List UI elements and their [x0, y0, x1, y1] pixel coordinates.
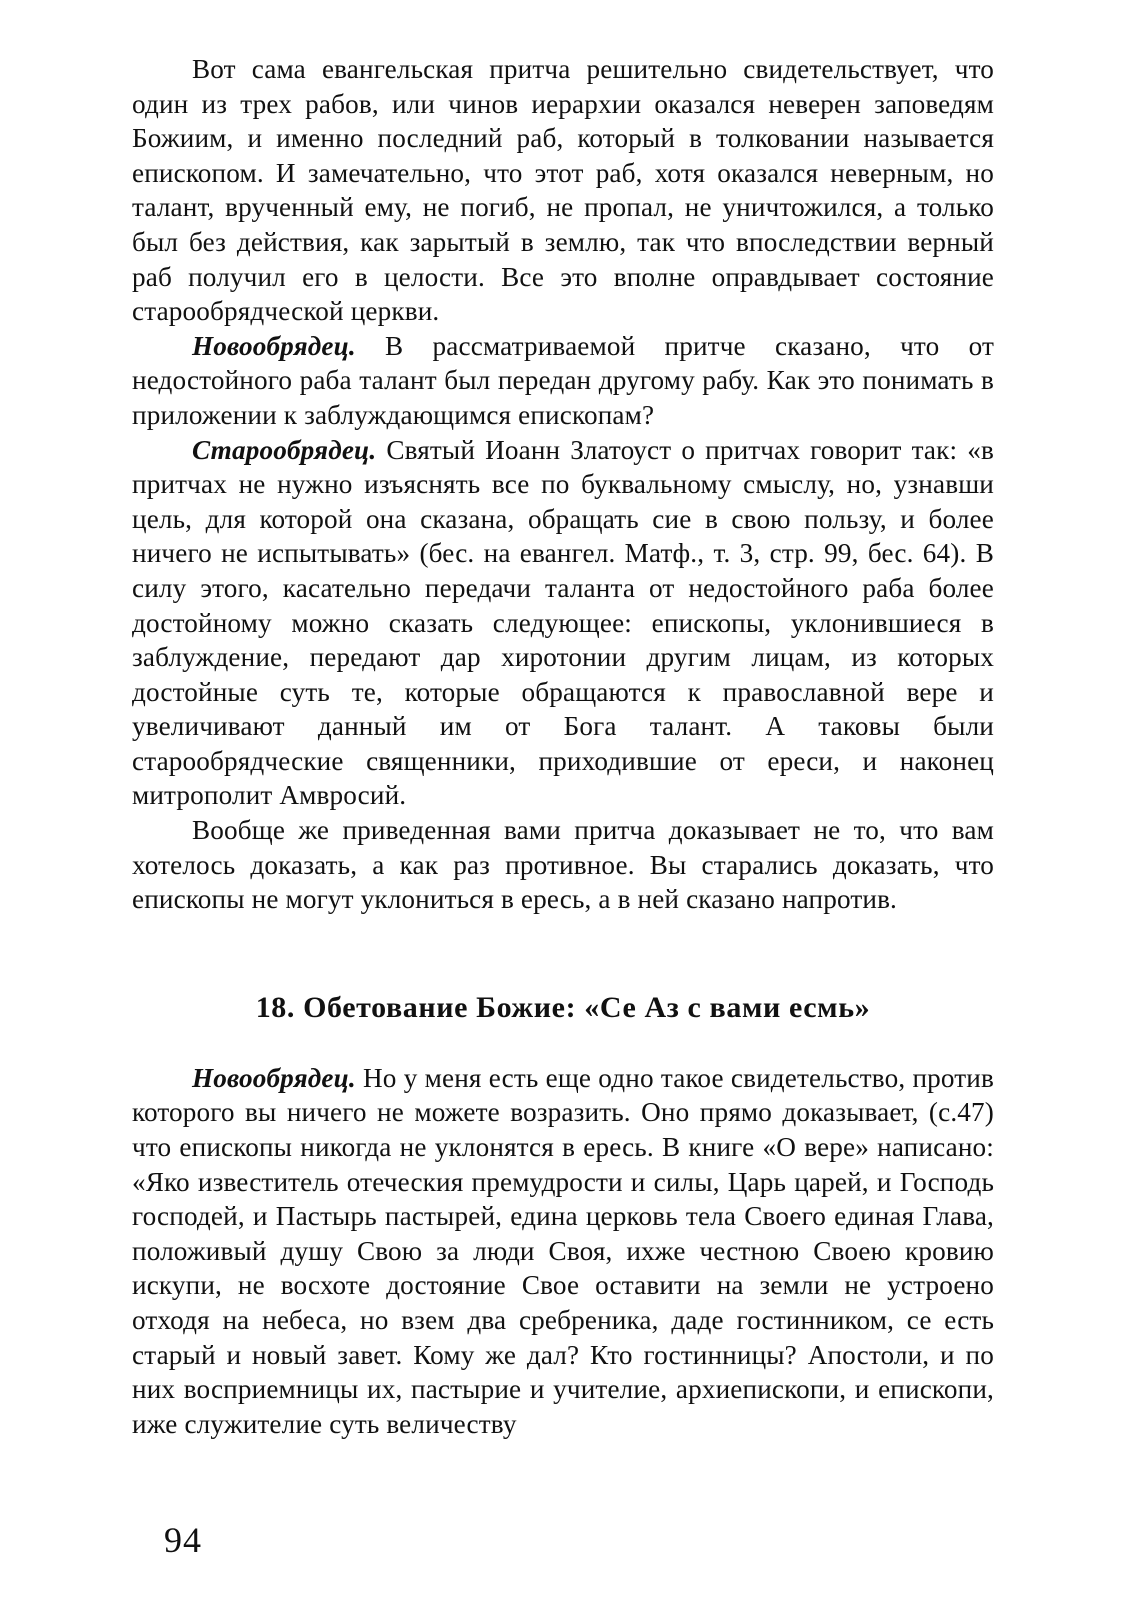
- paragraph-text: Святый Иоанн Златоуст о притчах говорит так: «в притчах не нужно изъяснять все по буквальному смыслу, но, узнавши цель, для которой она сказана, обращать сие в свою пользу, и более ничего не испытывать» (бес. на евангел. Матф., т. 3, стр. 99, бес. 64). В силу этого, касательно передачи таланта от недостойного раба более достойному можно сказать следующее: епископы, уклонившиеся в заблуждение, передают дар хиротонии другим лицам, из которых достойные суть те, которые обращаются к православной вере и увеличивают данный им от Бога талант. А таковы были старообрядческие священники, приходившие от ереси, и наконец митрополит Амвросий.: [132, 434, 994, 811]
- section-spacer: [132, 917, 994, 991]
- speaker-label-new-rite: Новообрядец.: [192, 330, 356, 361]
- paragraph-text: Вообще же приведенная вами притча доказывает не то, что вам хотелось доказать, а как раз противное. Вы старались доказать, что епископы не могут уклониться в ересь, а в ней сказано напротив.: [132, 815, 994, 915]
- paragraph-text: Но у меня есть еще одно такое свидетельство, против которого вы ничего не можете возразить. Оно прямо доказывает, (с.47) что епископы никогда не уклонятся в ересь. В книге «О вере» написано: «Яко известитель отеческия премудрости и силы, Царь царей, и Господь господей, и Пастырь пастырей, едина церковь тела Своего единая Глава, положивый душу Свою за люди Своя, ихже честною Своею кровию искупи, не восхоте достояние Свое оставити на земли не устроено отходя на небеса, но взем два сребреника, даде гостинником, се есть старый и новый завет. Кому же дал? Кто гостинницы? Апостоли, и по них восприемницы их, пастырие и учителие, архиепископи, и епископи, иже служителие суть величеству: [132, 1062, 994, 1439]
- paragraph-new-rite-question: [132, 329, 994, 433]
- speaker-label-new-rite: Новообрядец.: [192, 1062, 356, 1093]
- speaker-label-old-rite: Старообрядец.: [192, 434, 377, 465]
- paragraph-conclusion: [132, 813, 994, 917]
- paragraph-text: В рассматриваемой притче сказано, что от недостойного раба талант был передан другому рабу. Как это понимать в приложении к заблуждающимся епископам?: [132, 330, 994, 430]
- paragraph-parable-testimony: [132, 52, 994, 329]
- paragraph-new-rite-testimony: [132, 1061, 994, 1442]
- heading-spacer: [132, 1025, 994, 1061]
- page-number: 94: [164, 1520, 202, 1560]
- section-heading: 18. Обетование Божие: «Се Аз с вами есмь»: [255, 990, 871, 1024]
- page-body: [132, 52, 994, 1441]
- paragraph-text: Вот сама евангельская притча решительно свидетельствует, что один из трех рабов, или чинов иерархии оказался неверен заповедям Божиим, и именно последний раб, который в толковании называется епископом. И замечательно, что этот раб, хотя оказался неверным, но талант, врученный ему, не погиб, не пропал, не уничтожился, а только был без действия, как зарытый в землю, так что впоследствии верный раб получил его в целости. Все это вполне оправдывает состояние старообрядческой церкви.: [132, 54, 994, 327]
- paragraph-old-rite-answer: [132, 433, 994, 814]
